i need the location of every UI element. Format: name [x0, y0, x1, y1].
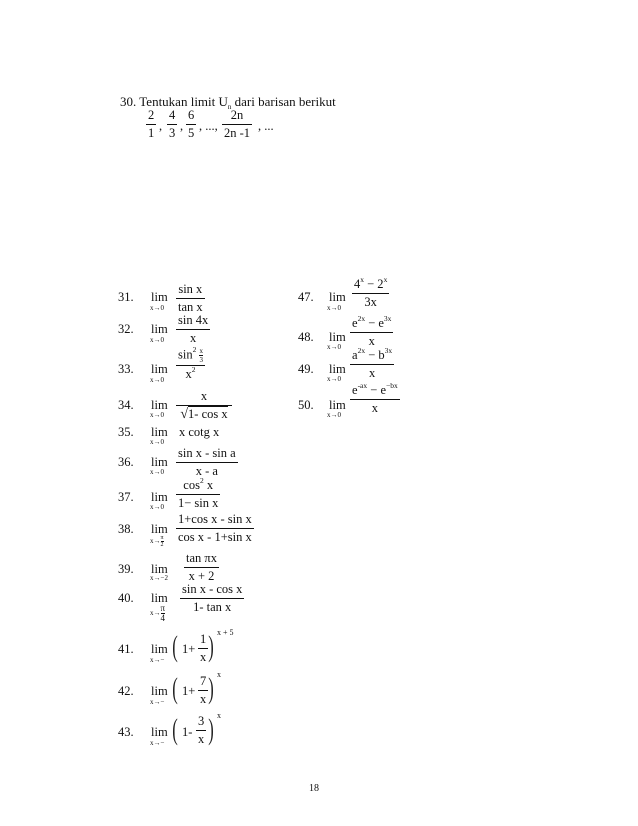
p49-fraction: $\frac{a^{2x} - b^{3x}}{x}$ — [352, 346, 393, 380]
lim-text: lim — [329, 290, 346, 304]
p43-label: 43. — [118, 725, 134, 739]
p42-fraction: $\frac{7}{x}$ — [200, 674, 207, 706]
lim-subscript: x→− — [150, 698, 165, 706]
p30-comma: , — [180, 119, 184, 133]
p43-fraction: $\frac{3}{x}$ — [198, 714, 205, 746]
p30-frac-3: $\frac{6}{5}$ — [188, 108, 195, 140]
lim-text: lim — [151, 322, 168, 336]
lim-subscript: x→0 — [150, 336, 164, 344]
lim-subscript: x→0 — [327, 304, 341, 312]
p35-label: 35. — [118, 425, 134, 439]
sqrt-symbol: √ — [180, 407, 189, 422]
p32-fraction: $\frac{\sin 4x}{x}$ — [178, 313, 209, 345]
p43-one: 1- — [182, 725, 193, 739]
lim-text: lim — [151, 642, 168, 656]
p49-label: 49. — [298, 362, 314, 376]
p48-fraction: $\frac{e^{2x} - e^{3x}}{x}$ — [352, 314, 392, 348]
lim-text: lim — [151, 425, 168, 439]
p43-exponent: x — [217, 711, 221, 720]
p41-one: 1+ — [182, 642, 196, 656]
right-paren: ) — [208, 672, 214, 705]
lim-subscript: x→0 — [150, 376, 164, 384]
lim-subscript: x→0 — [327, 375, 341, 383]
left-paren: ( — [172, 713, 178, 746]
lim-subscript: x→0 — [150, 411, 164, 419]
lim-text: lim — [151, 398, 168, 412]
lim-text: lim — [151, 290, 168, 304]
p30-comma: , — [159, 119, 163, 133]
p42-label: 42. — [118, 684, 134, 698]
p35-expression: x cotg x — [179, 425, 220, 439]
lim-subscript: x→−2 — [150, 574, 168, 582]
p41-fraction: $\frac{1}{x}$ — [200, 632, 207, 664]
p30-frac-4: $\frac{2n}{2n -1}$ — [224, 108, 251, 140]
p39-fraction: $\frac{\text{tan πx}}{x + 2}$ — [186, 551, 217, 583]
p37-label: 37. — [118, 490, 134, 504]
p34-fraction: $\frac{x}{\text{√1- cos x}}$ — [176, 389, 232, 423]
lim-subscript: x→− — [150, 656, 165, 664]
lim-subscript: x→0 — [150, 438, 164, 446]
lim-subscript: x→0 — [150, 304, 164, 312]
lim-subscript: x→ $\frac{\pi}{2}$ — [150, 535, 164, 548]
p40-fraction: $\frac{\text{sin x - cos x}}{\text{1- tan x}}$ — [182, 582, 243, 614]
right-paren: ) — [208, 630, 214, 663]
lim-subscript: x→0 — [150, 468, 164, 476]
p50-label: 50. — [298, 398, 314, 412]
left-paren: ( — [172, 672, 178, 705]
p39-label: 39. — [118, 562, 134, 576]
lim-subscript: x→0 — [327, 343, 341, 351]
p47-label: 47. — [298, 290, 314, 304]
p30-frac-2: $\frac{4}{3}$ — [169, 108, 176, 140]
p33-label: 33. — [118, 362, 134, 376]
right-paren: ) — [208, 713, 214, 746]
p38-label: 38. — [118, 522, 134, 536]
p37-fraction: $\frac{\cos^2 x}{\text{1− sin x}}$ — [178, 476, 219, 510]
lim-subscript: x→0 — [327, 411, 341, 419]
p50-fraction: $\frac{e^{-ax} - e^{-bx}}{x}$ — [352, 381, 398, 415]
lim-text: lim — [151, 362, 168, 376]
p32-label: 32. — [118, 322, 134, 336]
p40-label: 40. — [118, 591, 134, 605]
p33-fraction: $\sin^2$ $\frac{x}{3}$ $x^2$ — [178, 345, 203, 381]
p42-exponent: x — [217, 670, 221, 679]
lim-text: lim — [151, 684, 168, 698]
lim-text: lim — [151, 562, 168, 576]
lim-text: lim — [329, 362, 346, 376]
lim-text: lim — [329, 398, 346, 412]
lim-text: lim — [151, 725, 168, 739]
p48-label: 48. — [298, 330, 314, 344]
p30-ellipsis: , ..., — [199, 119, 218, 133]
p41-exponent: x + 5 — [217, 628, 234, 637]
lim-subscript: x→ $\frac{\pi}{4}$ — [150, 603, 166, 623]
p38-fraction: $\frac{\text{1+cos x - sin x}}{\text{cos x - 1+sin x}}$ — [178, 512, 252, 544]
lim-text: lim — [151, 490, 168, 504]
p34-label: 34. — [118, 398, 134, 412]
p30-trailing: , ... — [258, 119, 274, 133]
p31-label: 31. — [118, 290, 134, 304]
p30-frac-1: $\frac{2}{1}$ — [148, 108, 155, 140]
lim-text: lim — [329, 330, 346, 344]
lim-text: lim — [151, 591, 168, 605]
p36-label: 36. — [118, 455, 134, 469]
lim-subscript: x→− — [150, 739, 165, 747]
p42-one: 1+ — [182, 684, 196, 698]
lim-text: lim — [151, 455, 168, 469]
left-paren: ( — [172, 630, 178, 663]
lim-subscript: x→0 — [150, 503, 164, 511]
p36-fraction: $\frac{\text{sin x - sin a}}{x - a}$ — [178, 446, 236, 478]
p31-fraction: $\frac{\text{sin x}}{\text{tan x}}$ — [178, 282, 203, 314]
lim-text: lim — [151, 522, 168, 536]
p47-fraction: $\frac{4^x - 2^x}{3x}$ — [354, 275, 388, 309]
p41-label: 41. — [118, 642, 134, 656]
problem-30-statement: 30. Tentukan limit $U_n$ dari barisan berikut — [120, 94, 336, 111]
page-number: 18 — [309, 783, 319, 794]
